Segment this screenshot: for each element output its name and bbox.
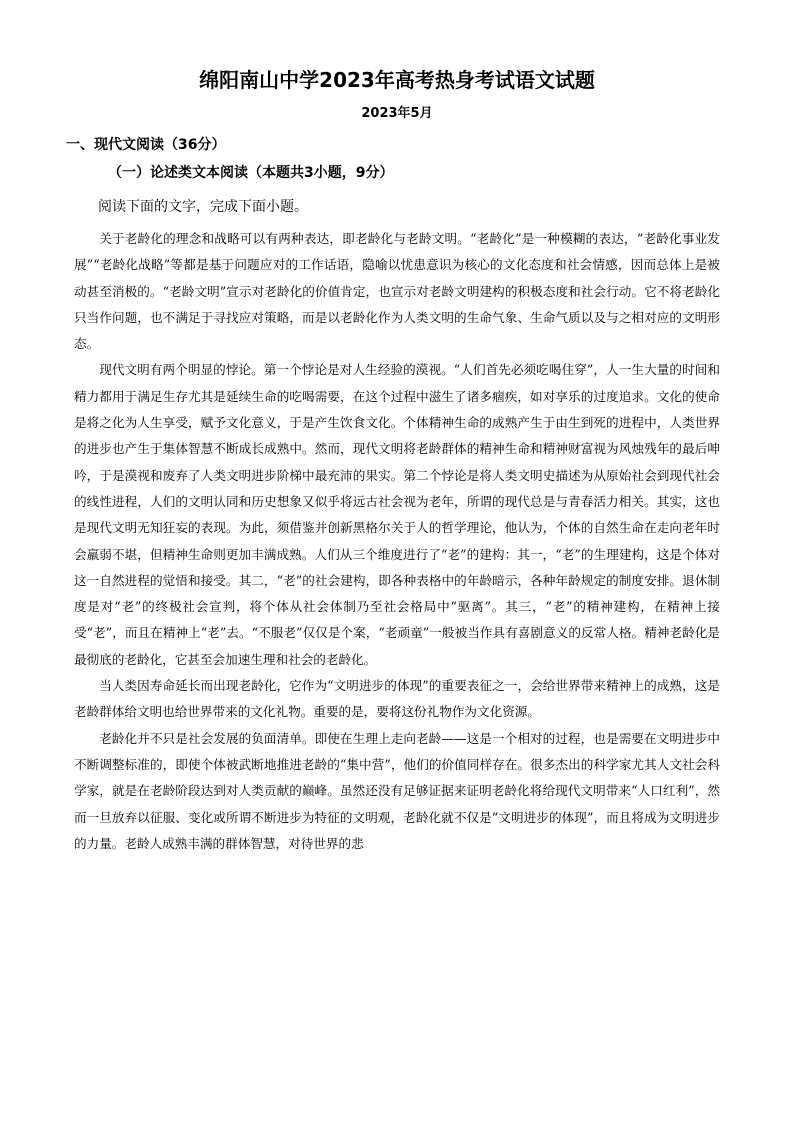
section-heading: 一、现代文阅读（36分）: [66, 137, 226, 153]
passage-paragraph-2: 现代文明有两个明显的悖论。第一个悖论是对人生经验的漠视。“人们首先必须吃喝住穿”，人一生大量的时间和精力都用于满足生存尤其是延续生命的吃喝需要，在这个过程中滋生了诸多痼疾，如对享乐的过度追求。文化的使命是将之化为人生享受，赋予文化意义，于是产生饮食文化。个体精神生命的成熟产生于由生到死的进程中，人类世界的进步也产生于集体智慧不断成长成熟中。然而，现代文明将老龄群体的精神生命和精神财富视为风烛残年的最后呻吟，于是漠视和废弃了人类文明进步阶梯中最充沛的果实。第二个悖论是将人类文明史描述为从原始社会到现代社会的线性进程，人们的文明认同和历史想象又似乎将远古社会视为老年，所谓的现代总是与青春活力相关。其实，这也是现代文明无知狂妄的表现。为此，须借鉴并创新黑格尔关于人的哲学理论，他认为，个体的自然生命在走向老年时会羸弱不堪，但精神生命则更加丰满成熟。人们从三个维度进行了“老”的建构：其一，“老”的生理建构，这是个体对这一自然进程的觉悟和接受。其二，“老”的社会建构，即各种表格中的年龄暗示，各种年龄规定的制度安排。退休制度是对“老”的终极社会宣判，将个体从社会体制乃至社会格局中“驱离”。其三，“老”的精神建构，在精神上接受“老”，而且在精神上“老”去。“不服老”仅仅是个案，“老顽童”一般被当作具有喜剧意义的反常人格。精神老龄化是最彻底的老龄化，它甚至会加速生理和社会的老龄化。: [74, 362, 720, 667]
passage-paragraph-4: 老龄化并不只是社会发展的负面清单。即使在生理上走向老龄——这是一个相对的过程，也是需要在文明进步中不断调整标准的，即使个体被武断地推进老龄的“集中营”，他们的价值同样存在。很多杰出的科学家尤其人文社会科学家，就是在老龄阶段达到对人类贡献的巅峰。虽然还没有足够证据来证明老龄化将给现代文明带来“人口红利”，然而一旦放弃以征服、变化或所谓不断进步为特征的文明观，老龄化就不仅是“文明进步的体现”，而且将成为文明进步的力量。老龄人成熟丰满的群体智慧，对待世界的悲: [74, 730, 720, 851]
passage-paragraph-3: 当人类因寿命延长而出现老龄化，它作为“文明进步的体现”的重要表征之一，会给世界带来精神上的成熟，这是老龄群体给文明也给世界带来的文化礼物。重要的是，要将这份礼物作为文化资源。: [74, 678, 720, 720]
subsection-heading: （一）论述类文本阅读（本题共3小题，9分）: [108, 165, 394, 181]
exam-title: 绵阳南山中学2023年高考热身考试语文试题: [199, 68, 595, 92]
reading-passage: [74, 226, 720, 857]
passage-paragraph-1: 关于老龄化的理念和战略可以有两种表达，即老龄化与老龄文明。“老龄化”是一种模糊的表达，“老龄化事业发展”“老龄化战略”等都是基于问题应对的工作话语，隐喻以忧患意识为核心的文化态度和社会情感，因而总体上是被动甚至消极的。“老龄文明”宣示对老龄化的价值肯定，也宣示对老龄文明建构的积极态度和社会行动。它不将老龄化只当作问题，也不满足于寻找应对策略，而是以老龄化作为人类文明的生命气象、生命气质以及与之相对应的文明形态。: [74, 231, 720, 352]
exam-date: 2023年5月: [361, 106, 433, 121]
reading-instruction: 阅读下面的文字，完成下面小题。: [98, 199, 308, 215]
